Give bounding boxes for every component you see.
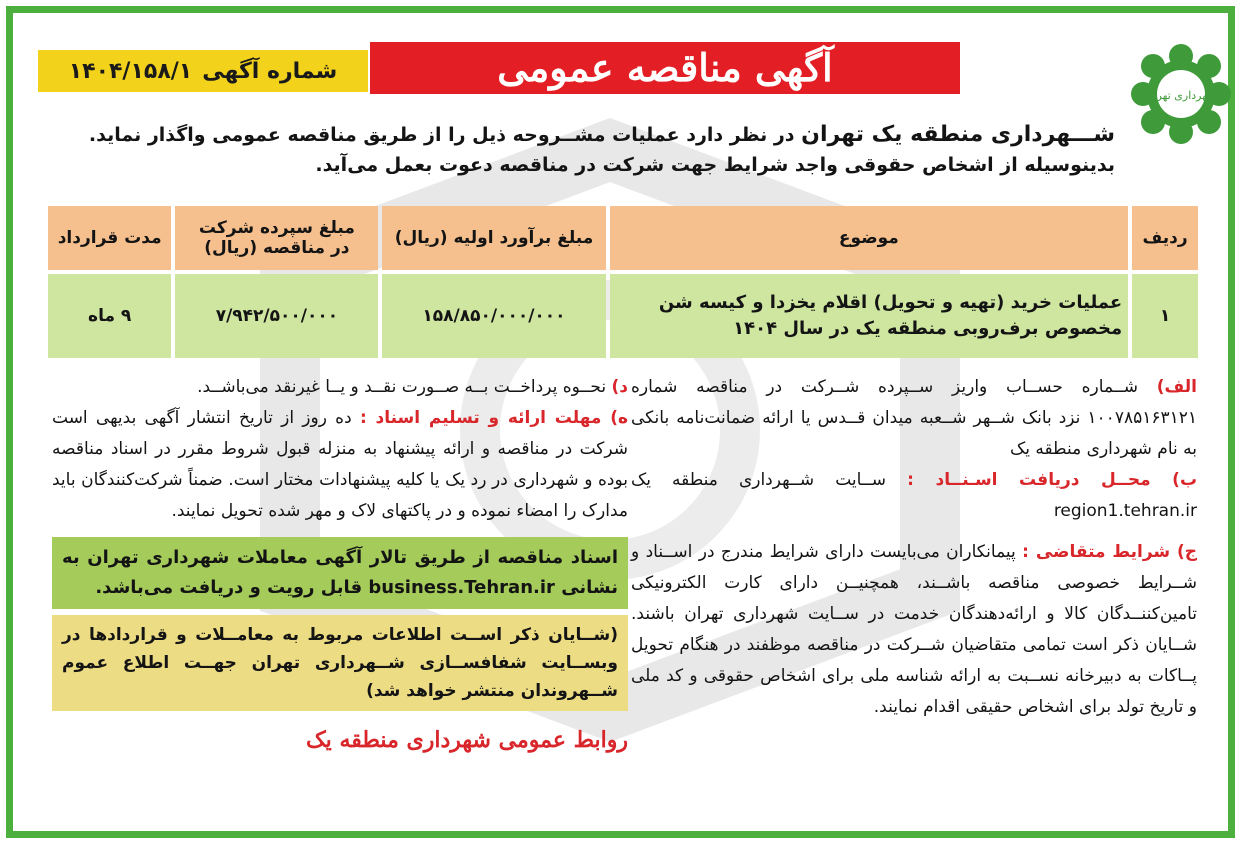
organization-name: شـــهرداری منطقه یک تهران (801, 122, 1115, 147)
condition-alef (631, 372, 1197, 465)
tehran-municipality-logo-icon (1131, 44, 1231, 144)
col-header-deposit-line1: مبلغ سپرده شرکت (198, 218, 355, 238)
condition-jim-text: پیمانکاران می‌بایست دارای شرایط مندرج در اســناد و شــرایط خصوصی مناقصه باشــند، همچنیــن دارای کارت الکترونیکی تامین‌کننــدگان کالا و ارائه‌دهندگان خدمت در ســایت شهرداری تهران باشند. شــایان ذکر است تمامی متقاضیان شــرکت در مناقصه موظفند در هنگام تحویل پــاکات به دبیرخانه نســبت به ارائه شناسه ملی برای اشخاص حقوقی و کد ملی و تاریخ تولد برای اشخاص حقیقی اقدام نمایند. (631, 542, 1197, 717)
cell-deposit: ۷/۹۴۲/۵۰۰/۰۰۰ (175, 274, 378, 358)
logo-text: شهرداری تهران (1145, 89, 1217, 102)
ad-number-box (38, 50, 368, 92)
documents-notice-box (52, 537, 628, 609)
cell-duration: ۹ ماه (48, 274, 171, 358)
public-relations-signature: روابط عمومی شهرداری منطقه یک (305, 727, 628, 753)
cell-estimate: ۱۵۸/۸۵۰/۰۰۰/۰۰۰ (382, 274, 605, 358)
conditions-right-column (631, 372, 1197, 723)
condition-jim (631, 537, 1197, 723)
conditions-left-column (52, 372, 628, 756)
table-row (48, 274, 1198, 358)
intro-line-2: بدینوسیله از اشخاص حقوقی واجد شرایط جهت شرکت در مناقصه دعوت بعمل می‌آید. (315, 154, 1115, 176)
condition-be-url: region1.tehran.ir (1053, 501, 1197, 521)
col-header-deposit-line2: در مناقصه (ریال) (204, 238, 350, 258)
cell-row: ۱ (1132, 274, 1198, 358)
intro-line-1-text: در نظر دارد عملیات مشــروحه ذیل را از طریق مناقصه عمومی واگذار نماید. (88, 124, 795, 146)
cell-subject-line2: مخصوص برف‌روبی منطقه یک در سال ۱۴۰۴ (733, 318, 1123, 339)
condition-alef-label: الف) (1156, 377, 1197, 397)
condition-he-text: ده روز از تاریخ انتشار آگهی بدیهی است شرکت در مناقصه و ارائه پیشنهاد به منزله قبول شروط مقرر در اسناد مناقصه بوده و شهرداری در رد یک یا کلیه پیشنهادات مختار است. ضمناً شرکت‌کنندگان باید مدارک را امضاء نموده و در پاکتهای لاک و مهر شده تحویل نمایند. (52, 408, 628, 521)
documents-notice-part1: اسناد مناقصه از طریق تالار آگهی معاملات شهرداری تهران به نشانی (62, 547, 618, 598)
col-header-row: ردیف (1132, 206, 1198, 270)
col-header-duration: مدت قرارداد (48, 206, 171, 270)
col-header-subject: موضوع (610, 206, 1129, 270)
intro-text (45, 120, 1115, 180)
ad-number-value: ۱۴۰۴/۱۵۸/۱ (68, 58, 193, 84)
table-header-row (48, 206, 1198, 270)
condition-dal-label: د) (611, 377, 628, 397)
cell-subject-line1: عملیات خرید (تهیه و تحویل) اقلام یخزدا و کیسه شن (658, 292, 1123, 313)
condition-be-text: ســایت شــهرداری منطقه یک (631, 470, 887, 490)
cell-subject (610, 274, 1129, 358)
condition-be-label: ب) محــل دریافت اسـنــاد : (907, 470, 1198, 490)
condition-he (52, 403, 628, 527)
ad-number-label: شماره آگهی (202, 58, 338, 84)
condition-dal-text: نحــوه پرداخــت بــه صــورت نقــد و یــا غیرنقد می‌باشــد. (197, 377, 607, 397)
ad-title-banner: آگهی مناقصه عمومی (370, 42, 960, 94)
documents-notice-part2: قابل رویت و دریافت می‌باشد. (95, 577, 363, 598)
condition-be (631, 465, 1197, 527)
condition-dal (52, 372, 628, 403)
condition-jim-label: ج) شرایط متقاضی : (1022, 542, 1198, 562)
transparency-notice-box: (شــایان ذکر اســت اطلاعات مربوط به معامــلات و قراردادها در وبســایت شفافســازی شــهرداری تهران جهــت اطلاع عموم شــهروندان منتشر خواهد شد) (52, 615, 628, 711)
condition-alef-text: شــماره حســاب واریز ســپرده شــرکت در مناقصه شماره ۱۰۰۷۸۵۱۶۳۱۲۱ نزد بانک شــهر شــعبه میدان قــدس یا ارائه ضمانت‌نامه بانکی به نام شهرداری منطقه یک (631, 377, 1197, 459)
intro-line-1 (45, 120, 1115, 150)
tender-table (44, 202, 1202, 362)
col-header-deposit (175, 206, 378, 270)
condition-he-label: ه) مهلت ارائه و تسلیم اسناد : (359, 408, 629, 428)
col-header-estimate: مبلغ برآورد اولیه (ریال) (382, 206, 605, 270)
documents-notice-url: business.Tehran.ir (368, 577, 555, 598)
